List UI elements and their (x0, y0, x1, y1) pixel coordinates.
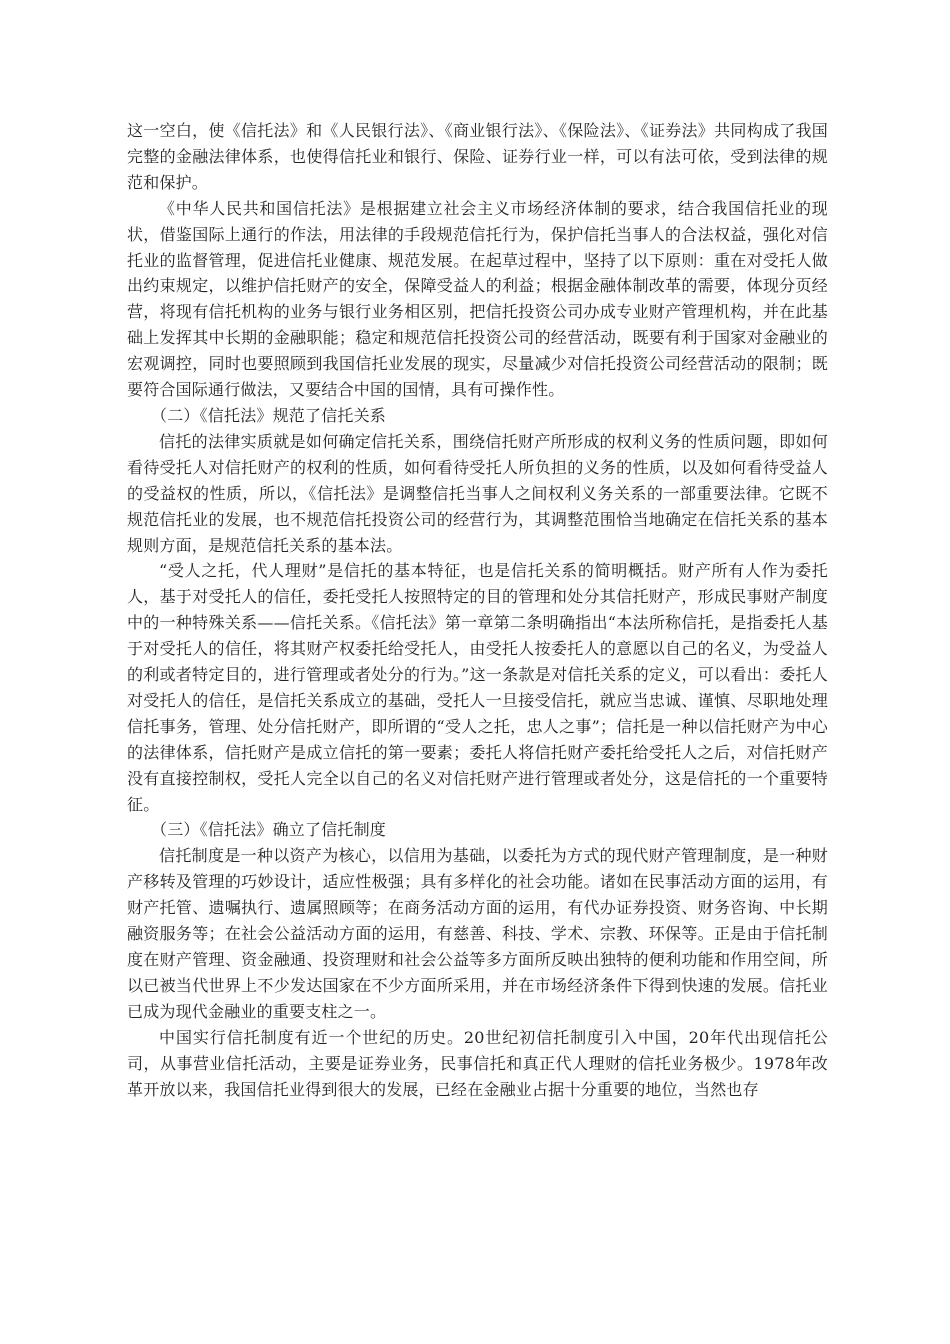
section-heading-2: （二）《信托法》规范了信托关系 (151, 405, 387, 425)
trust-legal-essence-paragraph: 信托的法律实质就是如何确定信托关系，围绕信托财产所形成的权利义务的性质问题，即如何看待受托人对信托财产的权利的性质，如何看待受托人所负担的义务的性质，以及如何看待受益人的受益权的性质，所以，《信托法》是调整信托当事人之间权利义务关系的一部重要法律。它既不规范信托业的发展，也不规范信托投资公司的经营行为，其调整范围恰当地确定在信托关系的基本规则方面，是规范信托关系的基本法。 (127, 431, 828, 555)
china-trust-history-paragraph: 中国实行信托制度有近一个世纪的历史。20世纪初信托制度引入中国，20年代出现信托公司，从事营业信托活动，主要是证券业务，民事信托和真正代人理财的信托业务极少。1978年改革开放以来，我国信托业得到很大的发展，已经在金融业占据十分重要的地位，当然也存 (127, 1027, 828, 1099)
trust-law-principles-paragraph: 《中华人民共和国信托法》是根据建立社会主义市场经济体制的要求，结合我国信托业的现状，借鉴国际上通行的作法，用法律的手段规范信托行为，保护信托当事人的合法权益，强化对信托业的监督管理，促进信托业健康、规范发展。在起草过程中，坚持了以下原则：重在对受托人做出约束规定，以维护信托财产的安全，保障受益人的利益；根据金融体制改革的需要，体现分页经营，将现有信托机构的业务与银行业务相区别，把信托投资公司办成专业财产管理机构，并在此基础上发挥其中长期的金融职能；稳定和规范信托投资公司的经营活动，既要有利于国家对金融业的宏观调控，同时也要照顾到我国信托业发展的现实，尽量减少对信托投资公司经营活动的限制；既要符合国际通行做法，又要结合中国的国情，具有可操作性。 (127, 198, 828, 400)
trust-relationship-paragraph: “受人之托，代人理财”是信托的基本特征，也是信托关系的简明概括。财产所有人作为委托人，基于对受托人的信任，委托受托人按照特定的目的管理和处分其信托财产，形成民事财产制度中的一种特殊关系——信托关系。《信托法》第一章第二条明确指出“本法所称信托，是指委托人基于对受托人的信任，将其财产权委托给受托人，由受托人按委托人的意愿以自己的名义，为受益人的利或者特定目的，进行管理或者处分的行为。”这一条款是对信托关系的定义，可以看出：委托人对受托人的信任，是信托关系成立的基础，受托人一旦接受信托，就应当忠诚、谨慎、尽职地处理信托事务，管理、处分信托财产，即所谓的“受人之托，忠人之事”；信托是一种以信托财产为中心的法律体系，信托财产是成立信托的第一要素；委托人将信托财产委托给受托人之后，对信托财产没有直接控制权，受托人完全以自己的名义对信托财产进行管理或者处分，这是信托的一个重要特征。 (127, 561, 828, 814)
section-heading-3: （三）《信托法》确立了信托制度 (151, 820, 387, 840)
continuation-paragraph: 这一空白，使《信托法》和《人民银行法》、《商业银行法》、《保险法》、《证券法》共同构成了我国完整的金融法律体系，也使得信托业和银行、保险、证券行业一样，可以有法可依，受到法律的规范和保护。 (127, 121, 828, 192)
trust-system-paragraph: 信托制度是一种以资产为核心，以信用为基础，以委托为方式的现代财产管理制度，是一种财产移转及管理的巧妙设计，适应性极强；具有多样化的社会功能。诸如在民事活动方面的运用，有财产托管、遗嘱执行、遗属照顾等；在商务活动方面的运用，有代办证券投资、财务咨询、中长期融资服务等；在社会公益活动方面的运用，有慈善、科技、学术、宗教、环保等。正是由于信托制度在财产管理、资金融通、投资理财和社会公益等多方面所反映出独特的便利功能和作用空间，所以已被当代世界上不少发达国家在不少方面所采用，并在市场经济条件下得到快速的发展。信托业已成为现代金融业的重要支柱之一。 (127, 846, 828, 1021)
